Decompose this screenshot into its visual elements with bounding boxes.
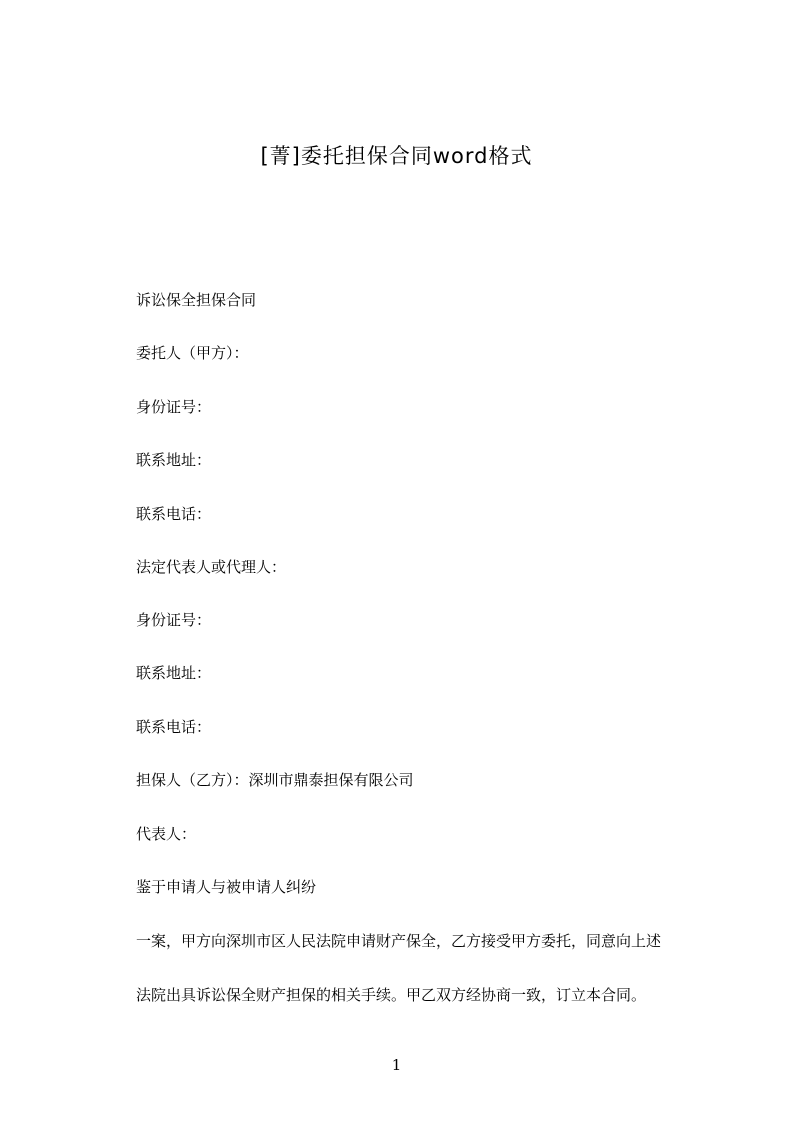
legal-representative-label: 法定代表人或代理人： — [136, 558, 287, 576]
body-paragraph-line-1: 一案，甲方向深圳市区人民法院申请财产保全，乙方接受甲方委托，同意向上述 — [136, 932, 662, 950]
contract-heading: 诉讼保全担保合同 — [136, 291, 257, 309]
id-number-label: 身份证号： — [136, 398, 212, 416]
representative-phone-label: 联系电话： — [136, 718, 212, 736]
contact-phone-label: 联系电话： — [136, 505, 212, 523]
document-title: [菁]委托担保合同word格式 — [260, 144, 533, 168]
body-paragraph-line-2: 法院出具诉讼保全财产担保的相关手续。甲乙双方经协商一致，订立本合同。 — [136, 986, 647, 1004]
page-number: 1 — [391, 1056, 402, 1074]
contact-address-label: 联系地址： — [136, 451, 212, 469]
principal-label: 委托人（甲方）： — [136, 344, 249, 362]
guarantor-line: 担保人（乙方）：深圳市鼎泰担保有限公司 — [136, 771, 414, 789]
guarantor-representative-label: 代表人： — [136, 825, 197, 843]
recital-line: 鉴于申请人与被申请人纠纷 — [136, 878, 317, 896]
representative-address-label: 联系地址： — [136, 664, 212, 682]
representative-id-number-label: 身份证号： — [136, 611, 212, 629]
